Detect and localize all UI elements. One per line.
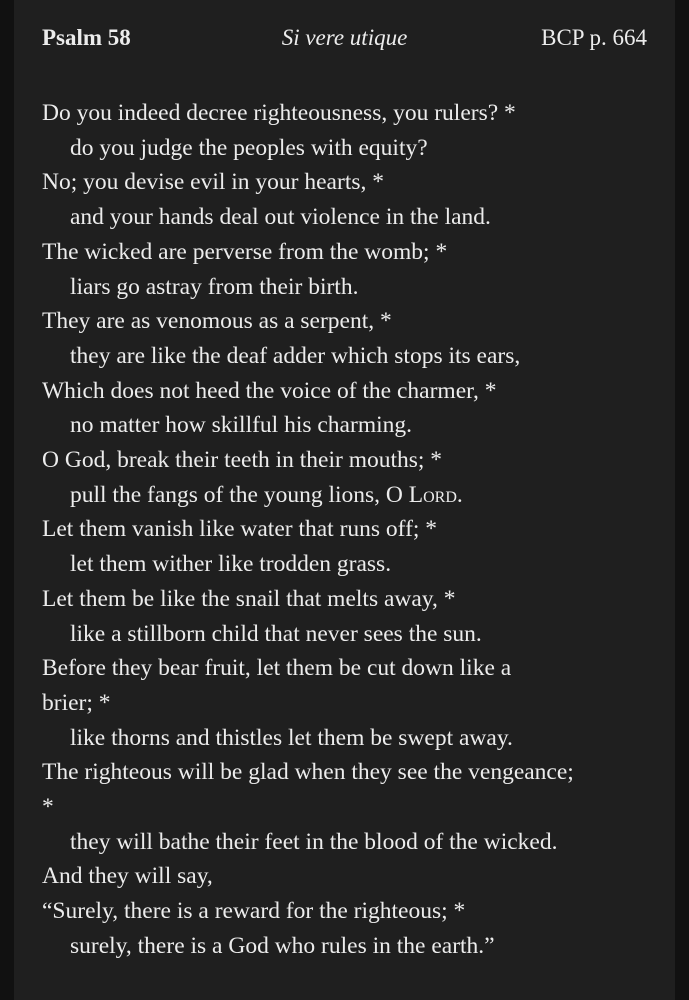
verse-1-first-half: Do you indeed decree righteousness, you rulers? * [42,100,516,126]
verse-11-first-half-continued: “Surely, there is a reward for the righteous; * [42,898,466,925]
verse-5-second-half: no matter how skillful his charming. [70,412,413,439]
verse-1-second-half: do you judge the peoples with equity? [70,134,428,161]
verse-2-second-half: and your hands deal out violence in the land. [70,204,491,231]
verse-11-first-half: And they will say, [42,863,213,890]
verse-4-first-half: They are as venomous as a serpent, * [42,308,392,335]
verse-8-first-half: Let them be like the snail that melts away, * [42,585,456,612]
verse-9-second-half: like thorns and thistles let them be swept away. [70,724,513,751]
verse-7-first-half: Let them vanish like water that runs off; * [42,516,438,543]
verse-6-second-half [42,478,657,513]
verse-6-second-half-end: . [456,481,463,508]
verse-4-second-half: they are like the deaf adder which stops its ears, [70,342,521,369]
verse-9-first-half-continued: brier; * [42,689,111,716]
verse-10-first-half: The righteous will be glad when they see the vengeance; [42,759,574,786]
psalm-text [42,96,657,964]
psalm-latin-title: Si vere utique [281,25,408,50]
verse-8-second-half: like a stillborn child that never sees the sun. [70,620,482,647]
verse-2-first-half: No; you devise evil in your hearts, * [42,169,384,196]
verse-6-second-half-text: pull the fangs of the young lions, O [70,481,409,508]
verse-9-first-half: Before they bear fruit, let them be cut down like a [42,655,512,682]
verse-5-first-half: Which does not heed the voice of the charmer, * [42,377,497,404]
bcp-page-reference: BCP p. 664 [541,25,647,50]
psalm-header [42,22,647,54]
divine-name-lord: Lord [408,481,457,508]
verse-3-first-half: The wicked are perverse from the womb; * [42,238,448,265]
verse-11-second-half: surely, there is a God who rules in the earth.” [70,932,495,959]
verse-10-second-half: they will bathe their feet in the blood of the wicked. [70,828,558,855]
verse-3-second-half: liars go astray from their birth. [70,273,359,300]
verse-6-first-half: O God, break their teeth in their mouths; * [42,447,443,474]
verse-7-second-half: let them wither like trodden grass. [70,551,392,578]
psalm-page [14,0,675,1000]
verse-10-first-half-continued: * [42,794,54,821]
psalm-title: Psalm 58 [42,25,131,50]
